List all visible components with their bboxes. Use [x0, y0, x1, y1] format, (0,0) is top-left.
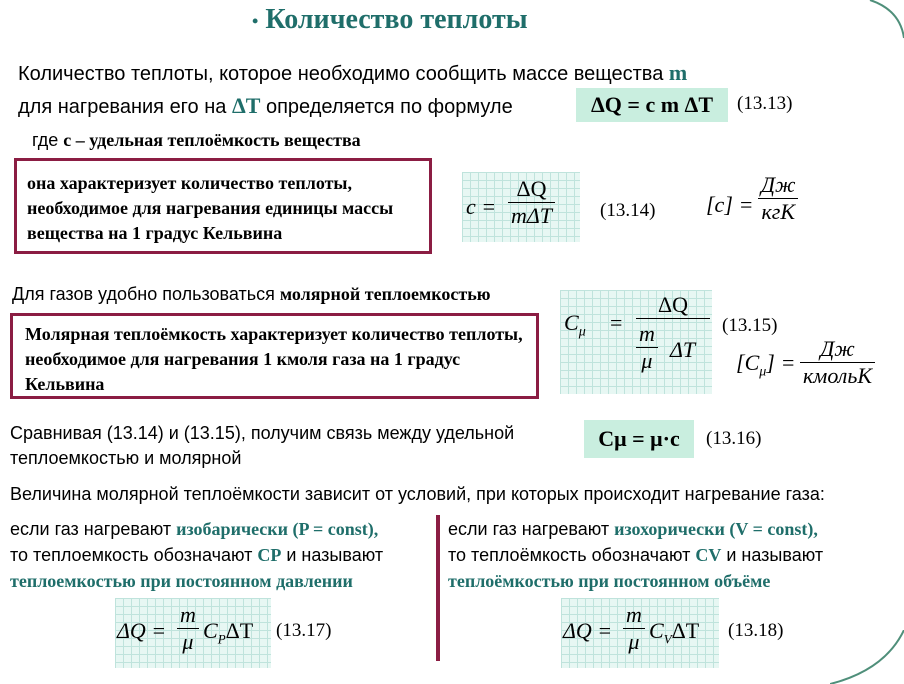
- eq18-sub: V: [663, 631, 672, 647]
- eq15-num: ΔQ: [657, 292, 689, 317]
- isochoric-p1: если газ нагревают: [448, 519, 615, 539]
- isobaric-p1-bold: изобарически (P = const),: [176, 519, 379, 539]
- depends-line: Величина молярной теплоёмкости зависит от условий, при которых происходит нагревание газа:: [10, 484, 825, 504]
- isobaric-line-1: [10, 516, 435, 542]
- eq18-lhs: ΔQ =: [563, 618, 613, 643]
- isochoric-cv: CV: [695, 545, 722, 565]
- gases-line: [12, 284, 491, 305]
- formula-13-16: Cμ = μ·c: [584, 420, 694, 458]
- isochoric-line-3: теплоёмкостью при постоянном объёме: [448, 571, 771, 591]
- formula-13-13-number: (13.13): [737, 93, 793, 114]
- formula-13-16-number: (13.16): [706, 428, 762, 449]
- eq18-den: μ: [623, 628, 645, 655]
- isobaric-p1: если газ нагревают: [10, 519, 177, 539]
- intro-line-2: [18, 93, 513, 120]
- intro-line-1: [18, 60, 687, 87]
- unit14-eq: =: [740, 192, 753, 217]
- isochoric-p2b: и называют: [721, 545, 824, 565]
- eq18-fraction: [623, 602, 645, 655]
- unit15-num: Дж: [820, 336, 855, 361]
- unit15-c: C: [744, 350, 760, 375]
- eq15-dT: ΔT: [670, 337, 696, 362]
- unit14-fraction: [758, 172, 798, 225]
- gases-bold: молярной теплоемкостью: [279, 284, 491, 304]
- eq17-den: μ: [177, 628, 199, 655]
- column-divider: [436, 515, 440, 661]
- eq18-dT: ΔT: [671, 618, 700, 643]
- unit15-sub: μ: [759, 364, 767, 380]
- isochoric-column: [448, 516, 888, 594]
- eq15-inner-num: m: [639, 321, 655, 346]
- eq14-den: mΔT: [508, 202, 555, 229]
- formula-13-14: [462, 172, 580, 242]
- corner-decoration-top: [860, 0, 904, 40]
- title-bullet: •: [252, 11, 259, 32]
- eq15-fraction: [636, 292, 710, 387]
- eq17-lhs: ΔQ =: [117, 618, 167, 643]
- formula-13-17: [115, 598, 271, 668]
- isochoric-line-1: [448, 516, 888, 542]
- definition-box-specific-heat: [14, 158, 432, 254]
- unit15-eq: =: [782, 350, 795, 375]
- definition-box-molar-heat: [10, 313, 539, 399]
- unit14-lhs: [c]: [706, 192, 733, 217]
- where-prefix: где: [32, 130, 64, 150]
- intro-text-2: для нагревания его на: [18, 96, 232, 118]
- eq14-num: ΔQ: [516, 176, 547, 201]
- isobaric-cp: CP: [257, 545, 282, 565]
- unit14-den: кгК: [758, 198, 798, 225]
- formula-13-13: ΔQ = c m ΔT: [576, 88, 728, 122]
- eq18-c: C: [649, 618, 664, 643]
- isochoric-p1-bold: изохорически (V = const),: [614, 519, 818, 539]
- eq18-num: m: [626, 602, 642, 627]
- formula-13-15-number: (13.15): [722, 315, 778, 336]
- intro-text-2b: определяется по формуле: [260, 96, 513, 118]
- where-line: [32, 130, 361, 151]
- eq15-inner-fraction: [636, 321, 658, 374]
- formula-13-18-number: (13.18): [728, 620, 784, 641]
- symbol-dT: ΔT: [231, 93, 261, 118]
- isobaric-column: [10, 516, 435, 594]
- eq15-lhs-sub: μ: [578, 324, 586, 340]
- formula-13-18: [561, 598, 719, 668]
- formula-13-15: [560, 290, 712, 394]
- symbol-m: m: [668, 60, 688, 85]
- eq17-c: C: [203, 618, 218, 643]
- eq17-rhs: [203, 618, 253, 647]
- isobaric-line-2: [10, 542, 435, 568]
- eq15-den: [636, 318, 710, 387]
- where-bold: с – удельная теплоёмкость вещества: [63, 130, 361, 150]
- unit-molar-heat: [736, 336, 886, 402]
- isobaric-p2b: и называют: [281, 545, 384, 565]
- eq17-num: m: [180, 602, 196, 627]
- unit-specific-heat: [706, 172, 826, 238]
- compare-line-1: Сравнивая (13.14) и (13.15), получим связь между удельной: [10, 423, 515, 443]
- eq17-dT: ΔT: [225, 618, 254, 643]
- eq14-lhs: c =: [466, 194, 497, 219]
- definition-text-1: она характеризует количество теплоты, необходимое для нагревания единицы массы вещества на 1 градус Кельвина: [27, 173, 394, 243]
- definition-text-2: Молярная теплоёмкость характеризует количество теплоты, необходимое для нагревания 1 кмоля газа на 1 градус Кельвина: [25, 324, 523, 394]
- isobaric-p2a: то теплоемкость обозначают: [10, 545, 258, 565]
- intro-text-1: Количество теплоты, которое необходимо сообщить массе вещества: [18, 63, 669, 85]
- eq15-equals: =: [610, 310, 623, 335]
- unit15-fraction: [800, 336, 875, 389]
- eq15-inner-den: μ: [636, 347, 658, 374]
- eq15-lhs-c: C: [564, 310, 579, 335]
- unit15-lhs: $[C_\mu]$: [736, 350, 775, 380]
- formula-13-17-number: (13.17): [276, 620, 332, 641]
- unit15-den: кмольК: [800, 362, 875, 389]
- eq18-rhs: [649, 618, 699, 647]
- eq17-sub: P: [217, 631, 226, 647]
- isochoric-line-2: [448, 542, 888, 568]
- page-title: [252, 4, 528, 36]
- compare-line-2: теплоемкостью и молярной: [10, 448, 242, 468]
- gases-prefix: Для газов удобно пользоваться: [12, 284, 280, 304]
- eq17-fraction: [177, 602, 199, 655]
- eq14-fraction: [508, 176, 555, 229]
- title-text: Количество теплоты: [265, 4, 528, 35]
- isobaric-line-3: теплоемкостью при постоянном давлении: [10, 571, 353, 591]
- unit14-num: Дж: [761, 172, 796, 197]
- eq15-lhs: [564, 310, 586, 340]
- formula-13-14-number: (13.14): [600, 200, 656, 221]
- isochoric-p2a: то теплоёмкость обозначают: [448, 545, 696, 565]
- corner-decoration-bottom: [830, 630, 904, 684]
